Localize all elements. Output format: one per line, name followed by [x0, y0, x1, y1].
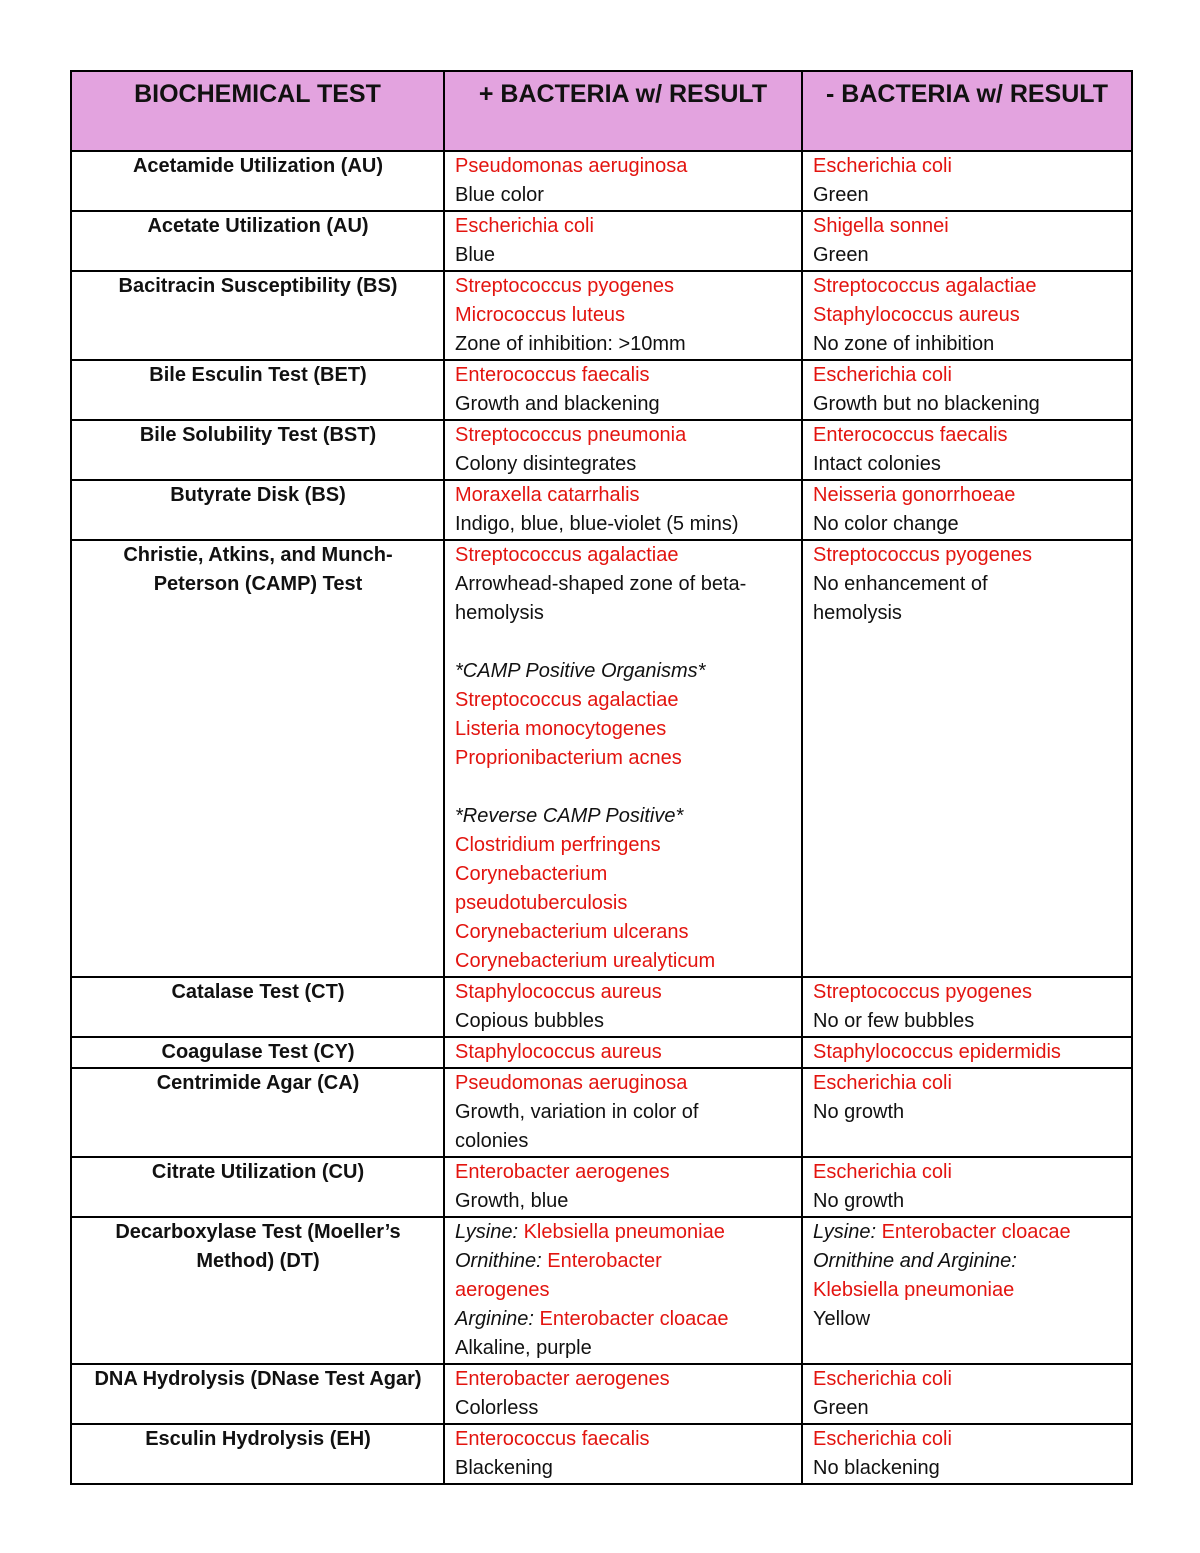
amino-acid-label: Ornithine and Arginine:: [813, 1250, 1017, 1272]
organism-name: Escherichia coli: [813, 1368, 952, 1390]
positive-cell: [444, 420, 802, 480]
test-name: DNA Hydrolysis (DNase Test Agar): [71, 1364, 444, 1424]
result-text: Growth, variation in color of colonies: [455, 1101, 699, 1152]
result-text: No enhancement of hemolysis: [813, 573, 988, 624]
result-text: No blackening: [813, 1457, 940, 1479]
result-text: Growth but no blackening: [813, 393, 1040, 415]
test-name: Decarboxylase Test (Moeller’s Method) (DT): [71, 1217, 444, 1364]
organism-name: Escherichia coli: [455, 215, 594, 237]
organism-name: Enterococcus faecalis: [455, 1428, 650, 1450]
negative-cell: [802, 1157, 1132, 1217]
organism-name: Corynebacterium urealyticum: [455, 950, 716, 972]
table-row: [71, 1424, 1132, 1484]
result-text: No color change: [813, 513, 959, 535]
decarboxylase-entry: [455, 1218, 792, 1247]
result-text: Intact colonies: [813, 453, 941, 475]
positive-cell: [444, 1424, 802, 1484]
negative-cell: [802, 360, 1132, 420]
table-row: [71, 1068, 1132, 1157]
organism-name: Escherichia coli: [813, 1428, 952, 1450]
positive-cell: [444, 1364, 802, 1424]
result-text: Growth, blue: [455, 1190, 569, 1212]
organism-name: Streptococcus pyogenes: [813, 981, 1033, 1003]
table-row: [71, 271, 1132, 360]
test-name: Esculin Hydrolysis (EH): [71, 1424, 444, 1484]
organism-name: Pseudomonas aeruginosa: [455, 155, 688, 177]
negative-cell: [802, 271, 1132, 360]
organism-name: Streptococcus agalactiae: [455, 689, 679, 711]
organism-name: Streptococcus pyogenes: [455, 275, 675, 297]
organism-name: Streptococcus agalactiae: [813, 275, 1037, 297]
organism-name: Clostridium perfringens: [455, 834, 661, 856]
positive-cell: [444, 211, 802, 271]
positive-cell: [444, 1037, 802, 1068]
organism-name: Corynebacterium pseudotuberculosis: [455, 863, 628, 914]
test-name: Bile Esculin Test (BET): [71, 360, 444, 420]
result-text: Green: [813, 1397, 869, 1419]
organism-name: Pseudomonas aeruginosa: [455, 1072, 688, 1094]
result-text: Copious bubbles: [455, 1010, 604, 1032]
organism-name: Moraxella catarrhalis: [455, 484, 640, 506]
test-name: Catalase Test (CT): [71, 977, 444, 1037]
positive-cell: [444, 480, 802, 540]
result-text: No or few bubbles: [813, 1010, 975, 1032]
negative-cell: [802, 480, 1132, 540]
table-row: [71, 1217, 1132, 1364]
test-name: Acetamide Utilization (AU): [71, 151, 444, 211]
header-row: [71, 71, 1132, 151]
organism-name: Escherichia coli: [813, 155, 952, 177]
table-row: [71, 151, 1132, 211]
negative-cell: [802, 977, 1132, 1037]
result-text: Indigo, blue, blue-violet (5 mins): [455, 513, 739, 535]
organism-name: Enterobacter cloacae: [539, 1308, 729, 1330]
organism-name: Neisseria gonorrhoeae: [813, 484, 1016, 506]
organism-name: Listeria monocytogenes: [455, 718, 667, 740]
result-text: Arrowhead-shaped zone of beta-hemolysis: [455, 573, 747, 624]
organism-name: Escherichia coli: [813, 1161, 952, 1183]
amino-acid-label: Lysine:: [813, 1221, 877, 1243]
table-row: [71, 360, 1132, 420]
test-name: Acetate Utilization (AU): [71, 211, 444, 271]
negative-cell: [802, 1068, 1132, 1157]
result-text: Blue color: [455, 184, 544, 206]
table-row: [71, 540, 1132, 977]
negative-cell: [802, 1037, 1132, 1068]
positive-cell: [444, 151, 802, 211]
positive-cell: [444, 1217, 802, 1364]
reverse-camp-heading: *Reverse CAMP Positive*: [455, 805, 684, 827]
organism-name: Shigella sonnei: [813, 215, 949, 237]
organism-name: Klebsiella pneumoniae: [523, 1221, 725, 1243]
organism-name: Staphylococcus aureus: [813, 304, 1020, 326]
organism-name: Enterococcus faecalis: [813, 424, 1008, 446]
header-negative-bacteria: - BACTERIA w/ RESULT: [802, 71, 1132, 151]
organism-name: Enterobacter cloacae: [881, 1221, 1071, 1243]
amino-acid-label: Ornithine:: [455, 1250, 542, 1272]
positive-cell: [444, 977, 802, 1037]
organism-name: Enterobacter aerogenes: [455, 1161, 670, 1183]
positive-cell: [444, 271, 802, 360]
result-text: No zone of inhibition: [813, 333, 995, 355]
organism-name: Klebsiella pneumoniae: [813, 1279, 1015, 1301]
decarboxylase-entry: [455, 1247, 715, 1305]
spacer: [455, 773, 792, 802]
result-text: No growth: [813, 1101, 905, 1123]
positive-cell: [444, 1068, 802, 1157]
negative-cell: [802, 1364, 1132, 1424]
negative-cell: [802, 211, 1132, 271]
positive-cell: [444, 540, 802, 977]
organism-name: Staphylococcus aureus: [455, 981, 662, 1003]
table-row: [71, 480, 1132, 540]
organism-name: Streptococcus pyogenes: [813, 544, 1033, 566]
test-name: Butyrate Disk (BS): [71, 480, 444, 540]
result-text: Growth and blackening: [455, 393, 660, 415]
camp-positive-heading: *CAMP Positive Organisms*: [455, 660, 706, 682]
organism-name: Enterococcus faecalis: [455, 364, 650, 386]
positive-cell: [444, 360, 802, 420]
result-text: Zone of inhibition: >10mm: [455, 333, 686, 355]
result-text: Colony disintegrates: [455, 453, 637, 475]
negative-cell: [802, 540, 1132, 977]
header-biochemical-test: BIOCHEMICAL TEST: [71, 71, 444, 151]
organism-name: Micrococcus luteus: [455, 304, 626, 326]
test-name: Bacitracin Susceptibility (BS): [71, 271, 444, 360]
organism-name: Enterobacter aerogenes: [455, 1250, 662, 1301]
table-row: [71, 1157, 1132, 1217]
organism-name: Corynebacterium ulcerans: [455, 921, 689, 943]
positive-cell: [444, 1157, 802, 1217]
header-positive-bacteria: + BACTERIA w/ RESULT: [444, 71, 802, 151]
negative-cell: [802, 420, 1132, 480]
table-row: [71, 1037, 1132, 1068]
spacer: [455, 628, 792, 657]
amino-acid-label: Lysine:: [455, 1221, 519, 1243]
decarboxylase-entry: [813, 1218, 1122, 1247]
negative-cell: [802, 1217, 1132, 1364]
table-row: [71, 420, 1132, 480]
organism-name: Escherichia coli: [813, 1072, 952, 1094]
organism-name: Streptococcus pneumonia: [455, 424, 687, 446]
result-text: Green: [813, 244, 869, 266]
result-text: Yellow: [813, 1308, 871, 1330]
decarboxylase-entry: [455, 1305, 792, 1334]
result-text: Blackening: [455, 1457, 553, 1479]
test-name: Christie, Atkins, and Munch-Peterson (CAMP) Test: [71, 540, 444, 977]
negative-cell: [802, 1424, 1132, 1484]
organism-name: Escherichia coli: [813, 364, 952, 386]
biochemical-test-table: [70, 70, 1133, 1485]
result-text: Colorless: [455, 1397, 539, 1419]
result-text: No growth: [813, 1190, 905, 1212]
organism-name: Streptococcus agalactiae: [455, 544, 679, 566]
amino-acid-label: Arginine:: [455, 1308, 534, 1330]
organism-name: Staphylococcus aureus: [455, 1041, 662, 1063]
organism-name: Enterobacter aerogenes: [455, 1368, 670, 1390]
result-text: Blue: [455, 244, 496, 266]
organism-name: Proprionibacterium acnes: [455, 747, 682, 769]
table-row: [71, 211, 1132, 271]
table-row: [71, 977, 1132, 1037]
table-row: [71, 1364, 1132, 1424]
result-text: Alkaline, purple: [455, 1337, 592, 1359]
negative-cell: [802, 151, 1132, 211]
test-name: Coagulase Test (CY): [71, 1037, 444, 1068]
test-name: Centrimide Agar (CA): [71, 1068, 444, 1157]
organism-name: Staphylococcus epidermidis: [813, 1041, 1061, 1063]
test-name: Citrate Utilization (CU): [71, 1157, 444, 1217]
test-name: Bile Solubility Test (BST): [71, 420, 444, 480]
result-text: Green: [813, 184, 869, 206]
